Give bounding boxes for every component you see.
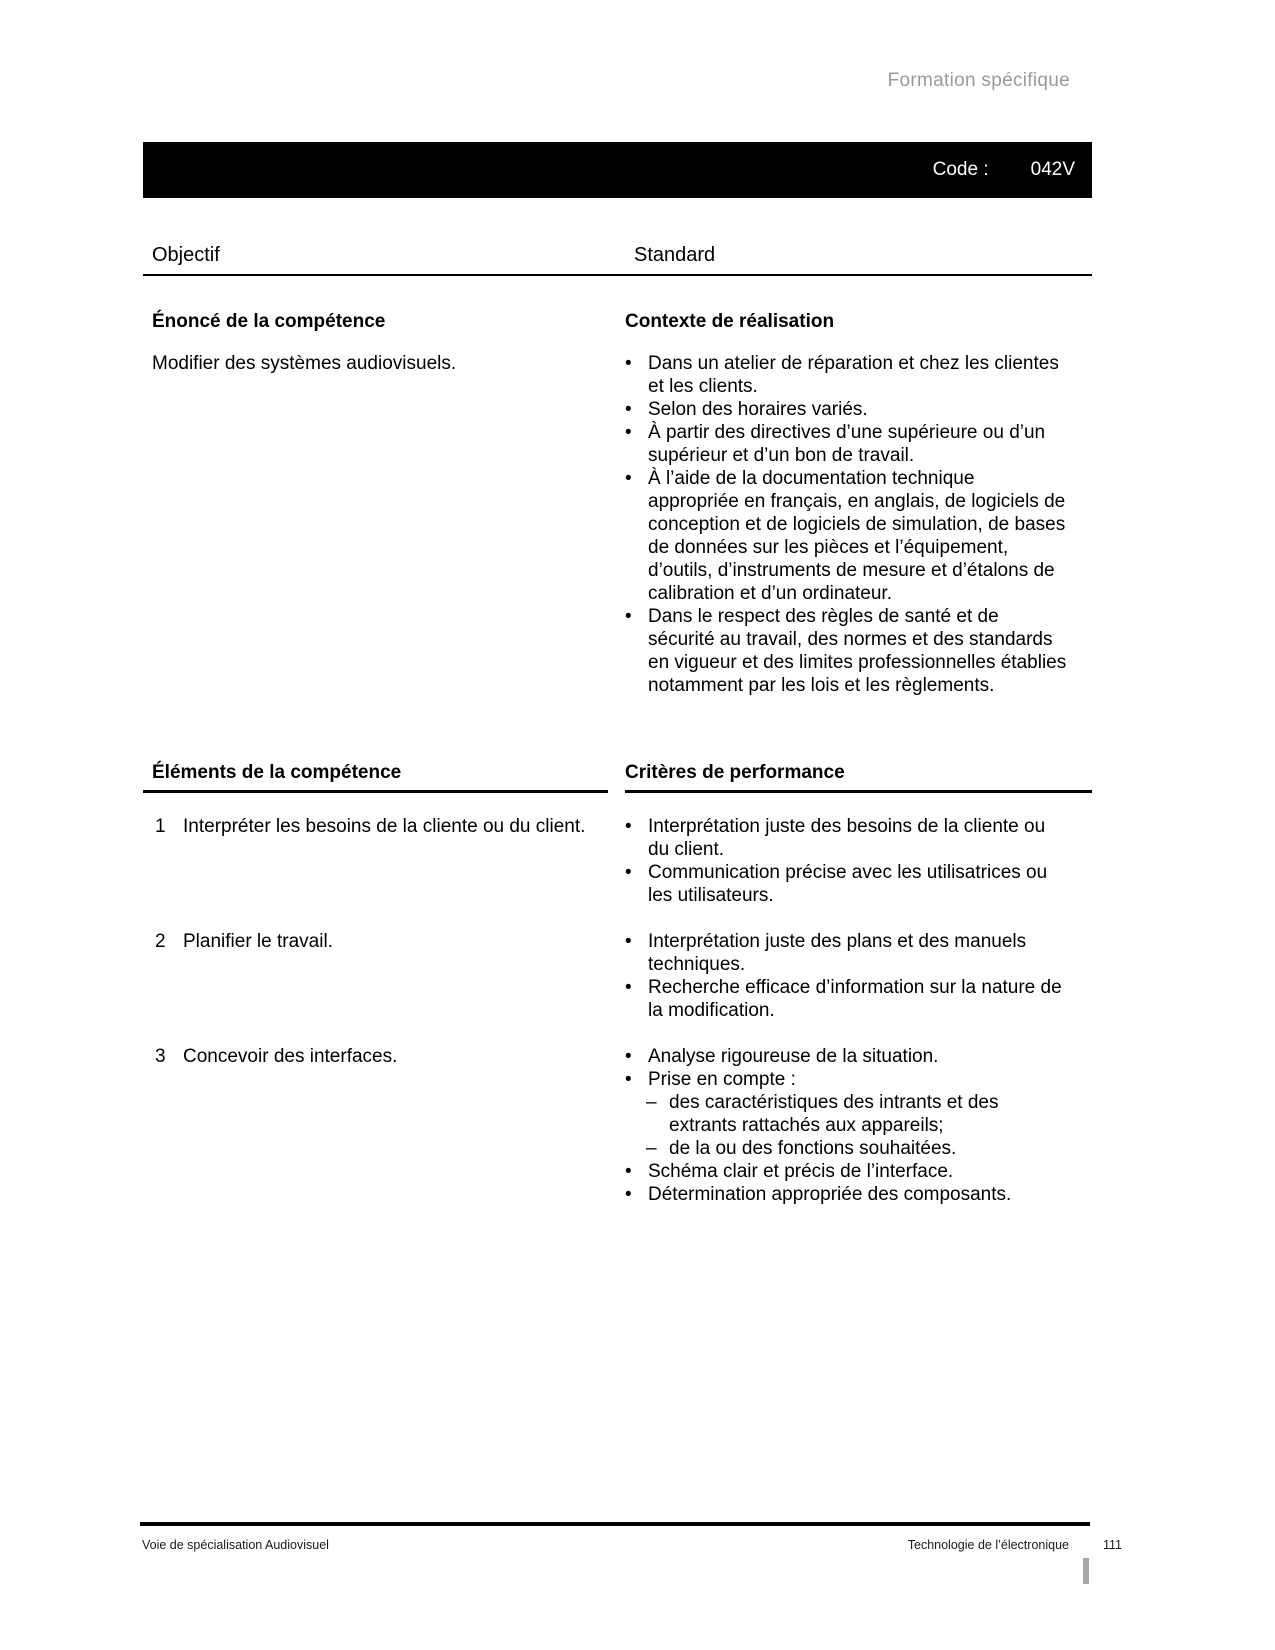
element-text: Planifier le travail. [183, 931, 333, 952]
bullet-icon: • [625, 977, 632, 998]
sub-item-text: des caractéristiques des intrants et des extrants rattachés aux appareils; [669, 1092, 999, 1136]
criteria-list [625, 930, 1067, 1022]
bullet-item [625, 421, 1067, 467]
bullet-text: Interprétation juste des besoins de la cliente ou du client. [648, 816, 1046, 860]
bullet-icon: • [625, 1069, 632, 1090]
element-number: 3 [155, 1046, 166, 1067]
enonce-column [143, 310, 625, 697]
element-cell [143, 1045, 625, 1206]
bullet-item [625, 976, 1067, 1022]
bullet-text: Interprétation juste des plans et des manuels techniques. [648, 931, 1027, 975]
bullet-icon: • [625, 468, 632, 489]
sub-item [646, 1137, 1067, 1160]
code-value: 042V [1030, 159, 1075, 180]
criteria-sublist [625, 1091, 1067, 1160]
bullet-icon: • [625, 399, 632, 420]
column-header-standard: Standard [634, 244, 716, 266]
section-elements-criteres-header [143, 762, 1092, 793]
bullet-icon: • [625, 1046, 632, 1067]
bullet-icon: • [625, 862, 632, 883]
enonce-title: Énoncé de la compétence [152, 311, 386, 332]
bullet-text: Schéma clair et précis de l’interface. [648, 1161, 954, 1182]
code-banner [143, 142, 1092, 198]
code-label: Code : [932, 159, 989, 180]
bullet-item [625, 398, 1067, 421]
bullet-text: À l’aide de la documentation technique appropriée en français, en anglais, de logiciels de conception et de logiciels de simulation, de bases de données sur les pièces et l’équipement, d’outils, d’instruments de mesure et d’étalons de calibration et d’un ordinateur. [648, 468, 1066, 604]
element-cell [143, 930, 625, 1022]
bullet-icon: • [625, 1184, 632, 1205]
bullet-item [625, 352, 1067, 398]
element-text: Interpréter les besoins de la cliente ou du client. [183, 816, 586, 837]
bullet-icon: • [625, 816, 632, 837]
criteria-cell [625, 815, 1092, 907]
bullet-text: Recherche efficace d’information sur la nature de la modification. [648, 977, 1062, 1021]
contexte-bullet-list [625, 352, 1067, 697]
dash-icon: – [646, 1138, 657, 1159]
enonce-body: Modifier des systèmes audiovisuels. [152, 353, 457, 374]
element-number: 2 [155, 931, 166, 952]
bullet-text: Analyse rigoureuse de la situation. [648, 1046, 939, 1067]
bullet-item [625, 1045, 1067, 1068]
bullet-icon: • [625, 931, 632, 952]
element-row [143, 815, 1092, 907]
criteres-title: Critères de performance [625, 762, 1092, 793]
contexte-title: Contexte de réalisation [625, 311, 835, 332]
footer-rule [140, 1522, 1090, 1526]
bullet-item [625, 467, 1067, 605]
element-row [143, 1045, 1092, 1206]
elements-title: Éléments de la compétence [143, 762, 608, 793]
footer [142, 1538, 1122, 1552]
bullet-item [625, 1183, 1067, 1206]
bullet-item [625, 815, 1067, 861]
element-rows [143, 815, 1092, 1206]
criteria-cell [625, 1045, 1092, 1206]
sub-item [646, 1091, 1067, 1137]
column-header-row [143, 244, 1092, 276]
bullet-text: Prise en compte : [648, 1069, 796, 1090]
criteria-list [625, 815, 1067, 907]
bullet-item [625, 1160, 1067, 1183]
bullet-icon: • [625, 353, 632, 374]
bullet-item [625, 861, 1067, 907]
bullet-text: Communication précise avec les utilisatrices ou les utilisateurs. [648, 862, 1048, 906]
element-text: Concevoir des interfaces. [183, 1046, 398, 1067]
column-header-objectif: Objectif [152, 244, 220, 266]
formation-specifique-label: Formation spécifique [887, 70, 1070, 91]
footer-right-group [908, 1538, 1122, 1552]
element-cell [143, 815, 625, 907]
element-row [143, 930, 1092, 1022]
contexte-column [625, 310, 1092, 697]
section-enonce-contexte [143, 310, 1092, 697]
bullet-text: Selon des horaires variés. [648, 399, 868, 420]
bullet-item [625, 1068, 1067, 1091]
bullet-icon: • [625, 1161, 632, 1182]
bullet-text: À partir des directives d’une supérieure ou d’un supérieur et d’un bon de travail. [648, 422, 1046, 466]
element-number: 1 [155, 816, 166, 837]
criteria-cell [625, 930, 1092, 1022]
bullet-text: Dans le respect des règles de santé et de sécurité au travail, des normes et des standards en vigueur et des limites professionnelles établies notamment par les lois et les règlements. [648, 606, 1067, 696]
footer-page-number: 111 [1102, 1538, 1122, 1552]
criteria-list [625, 1045, 1067, 1206]
dash-icon: – [646, 1092, 657, 1113]
bullet-text: Détermination appropriée des composants. [648, 1184, 1012, 1205]
bullet-icon: • [625, 422, 632, 443]
bullet-text: Dans un atelier de réparation et chez les clientes et les clients. [648, 353, 1059, 397]
sub-item-text: de la ou des fonctions souhaitées. [669, 1138, 957, 1159]
side-gray-bar [1083, 1558, 1089, 1584]
footer-left-text: Voie de spécialisation Audiovisuel [142, 1538, 329, 1552]
footer-right-text: Technologie de l’électronique [907, 1538, 1069, 1552]
bullet-item [625, 930, 1067, 976]
bullet-item [625, 605, 1067, 697]
bullet-icon: • [625, 606, 632, 627]
